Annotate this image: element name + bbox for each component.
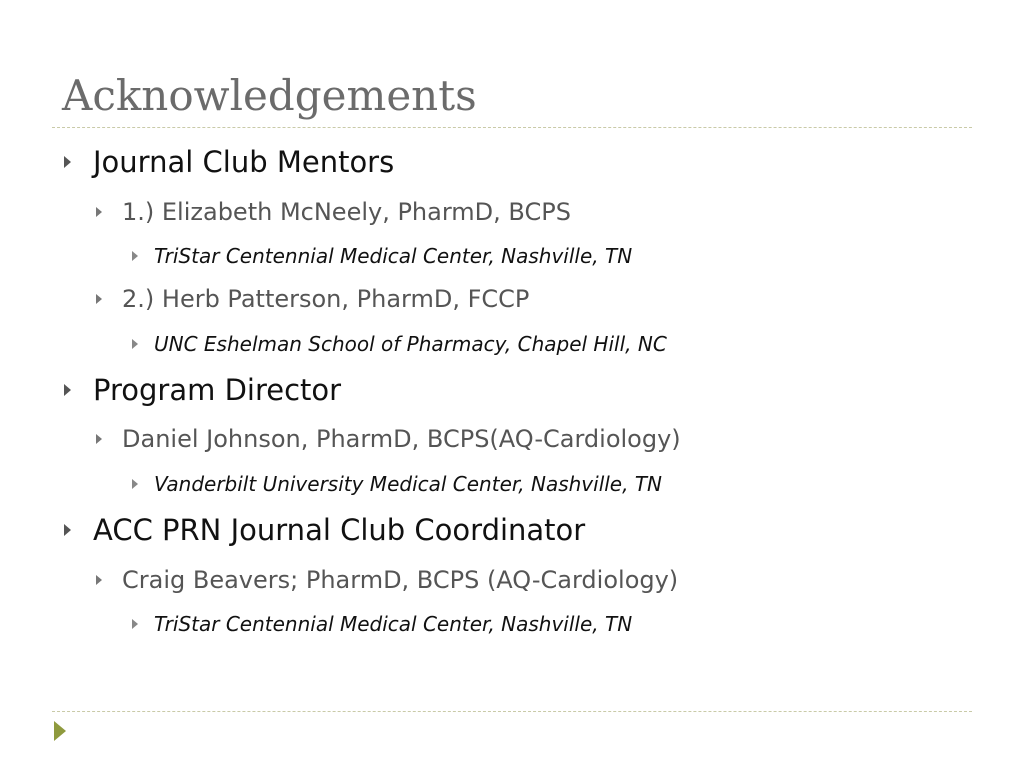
bullet-coordinator-affiliation [132, 612, 632, 636]
bullet-mentor-2 [96, 285, 529, 313]
bullet-coordinator [64, 513, 585, 547]
triangle-bullet-icon [96, 434, 102, 444]
triangle-bullet-icon [132, 619, 138, 629]
triangle-bullet-icon [96, 575, 102, 585]
section-heading: ACC PRN Journal Club Coordinator [93, 513, 586, 547]
triangle-bullet-icon [132, 339, 138, 349]
person-affiliation: Vanderbilt University Medical Center, Nashville, TN [154, 472, 662, 496]
bullet-mentor-1 [96, 198, 571, 226]
title-divider [52, 127, 972, 128]
triangle-bullet-icon [96, 207, 102, 217]
triangle-bullet-icon [132, 251, 138, 261]
person-name: 1.) Elizabeth McNeely, PharmD, BCPS [122, 198, 571, 226]
person-name: Craig Beavers; PharmD, BCPS (AQ-Cardiology) [122, 566, 679, 594]
slide-title: Acknowledgements [62, 71, 477, 120]
footer-divider [52, 711, 972, 712]
bullet-coordinator-person [96, 566, 678, 594]
person-affiliation: TriStar Centennial Medical Center, Nashville, TN [154, 244, 633, 268]
bullet-director-affiliation [132, 472, 662, 496]
person-affiliation: TriStar Centennial Medical Center, Nashville, TN [154, 612, 633, 636]
triangle-bullet-icon [64, 524, 71, 536]
triangle-bullet-icon [96, 294, 102, 304]
bullet-program-director [64, 373, 341, 407]
section-heading: Program Director [93, 373, 342, 407]
section-heading: Journal Club Mentors [93, 145, 395, 179]
triangle-bullet-icon [64, 156, 71, 168]
triangle-bullet-icon [64, 384, 71, 396]
person-name: 2.) Herb Patterson, PharmD, FCCP [122, 285, 530, 313]
bullet-mentor-2-affiliation [132, 332, 667, 356]
next-slide-arrow-icon[interactable] [54, 721, 66, 741]
person-affiliation: UNC Eshelman School of Pharmacy, Chapel Hill, NC [154, 332, 667, 356]
triangle-bullet-icon [132, 479, 138, 489]
bullet-journal-club-mentors [64, 145, 394, 179]
person-name: Daniel Johnson, PharmD, BCPS(AQ-Cardiology) [122, 425, 681, 453]
bullet-director [96, 425, 681, 453]
bullet-mentor-1-affiliation [132, 244, 632, 268]
